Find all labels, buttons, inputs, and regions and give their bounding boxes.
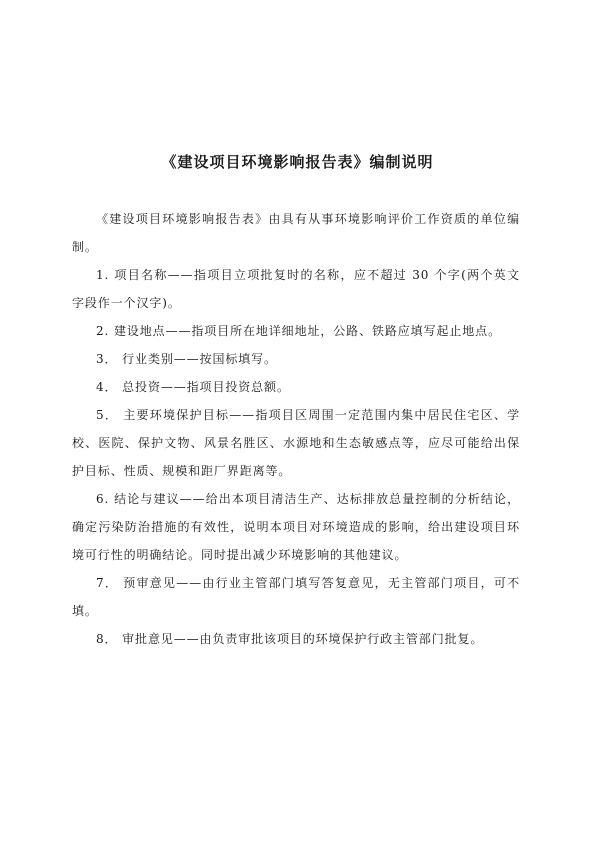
- paragraph-item-2: 2. 建设地点——指项目所在地详细地址，公路、铁路应填写起止地点。: [96, 324, 501, 338]
- paragraph-intro: 《建设项目环境影响报告表》由具有从事环境影响评价工作资质的单位编制。: [72, 212, 520, 254]
- document-title: 《建设项目环境影响报告表》编制说明: [161, 153, 434, 171]
- paragraph-item-8: 8． 审批意见——由负责审批该项目的环境保护行政主管部门批复。: [96, 632, 484, 646]
- document-body: [72, 205, 520, 653]
- paragraph-item-7: 7． 预审意见——由行业主管部门填写答复意见，无主管部门项目，可不填。: [72, 576, 520, 618]
- paragraph-item-3: 3． 行业类别——按国标填写。: [96, 352, 277, 366]
- paragraph-item-6: 6. 结论与建议——给出本项目清洁生产、达标排放总量控制的分析结论，确定污染防治措施的有效性，说明本项目对环境造成的影响，给出建设项目环境可行性的明确结论。同时提出减少环境影响的其他建议。: [72, 492, 520, 562]
- paragraph-item-1: 1. 项目名称——指项目立项批复时的名称，应不超过 30 个字(两个英文字段作一个汉字)。: [72, 268, 520, 310]
- paragraph-item-5: 5． 主要环境保护目标——指项目区周围一定范围内集中居民住宅区、学校、医院、保护文物、风景名胜区、水源地和生态敏感点等，应尽可能给出保护目标、性质、规模和距厂界距离等。: [72, 408, 520, 478]
- paragraph-item-4: 4． 总投资——指项目投资总额。: [96, 380, 290, 394]
